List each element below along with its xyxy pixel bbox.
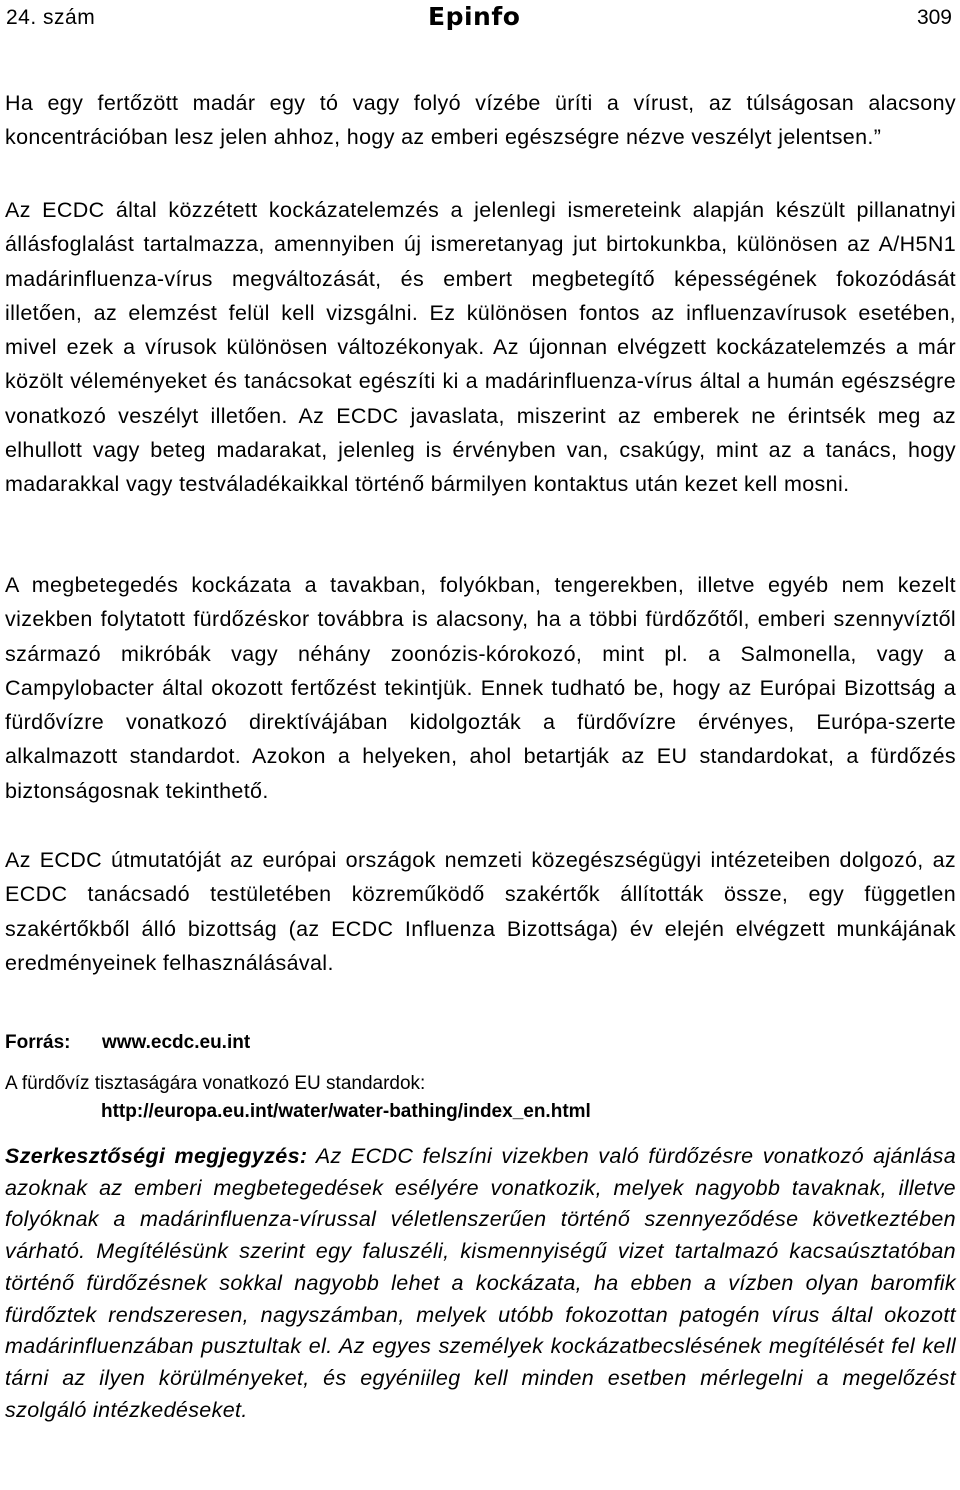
paragraph-ecdc-guidance: Az ECDC útmutatóját az európai országok nemzeti közegészségügyi intézeteiben dolgozó, az ECDC tanácsadó testületében közreműködő szakértők állították össze, egy független szakértőkből álló bizottság (az ECDC Influenza Bizottsága) év elején elvégzett munkájának eredményeinek felhasználásával. (5, 848, 956, 975)
source-label: Forrás: (5, 1032, 71, 1053)
source-link[interactable]: www.ecdc.eu.int (102, 1032, 251, 1053)
standards-label: A fürdővíz tisztaságára vonatkozó EU standardok: (5, 1073, 426, 1094)
editor-note-label: Szerkesztőségi megjegyzés: (5, 1144, 308, 1168)
editor-note (5, 1141, 956, 1426)
standards-link[interactable]: http://europa.eu.int/water/water-bathing/index_en.html (101, 1101, 591, 1122)
issue-number: 24. szám (6, 6, 96, 29)
paragraph-virus-concentration: Ha egy fertőzött madár egy tó vagy folyó vízébe üríti a vírust, az túlságosan alacsony koncentrációban lesz jelen ahhoz, hogy az emberi egészségre nézve veszélyt jelentsen.” (5, 91, 956, 150)
source-line (5, 1032, 250, 1054)
journal-logo: Epinfo (428, 2, 521, 31)
page-number: 309 (916, 6, 952, 29)
editor-note-text: Az ECDC felszíni vizekben való fürdőzésre vonatkozó ajánlása azoknak az emberi megbetegedések esélyére vonatkozik, melyek nagyobb tavaknak, illetve folyóknak a madárinfluenza-vírussal véletlenszerűen történő szennyeződése következtében várható. Megítélésünk szerint egy faluszéli, kismennyiségű vizet tartalmazó kacsaúsztatóban történő fürdőzésnek sokkal nagyobb lehet a kockázata, ha ebben a vízben olyan baromfik fürdőztek rendszeresen, nagyszámban, melyek utóbb fokozottan patogén vírus által okozott madárinfluenzában pusztultak el. Az egyes személyek kockázatbecslésének megítélését fel kell tárni az ilyen körülményeket, és egyéniileg kell minden esetben mérlegelni a megelőzést szolgáló intézkedéseket. (5, 1144, 957, 1422)
paragraph-risk-assessment: Az ECDC által közzétett kockázatelemzés a jelenlegi ismereteink alapján készült pillanatnyi állásfoglalást tartalmazza, amennyiben új ismeretanyag jut birtokunkba, különösen az A/H5N1 madárinfluenza-vírus megváltozását, és embert megbetegítő képességének fokozódását illetően, az elemzést felül kell vizsgálni. Ez különösen fontos az influenzavírusok esetében, mivel ezek a vírusok különösen változékonyak. Az újonnan elvégzett kockázatelemzés a már közölt véleményeket és tanácsokat egészíti ki a madárinfluenza-vírus által a humán egészségre vonatkozó veszélyt illetően. Az ECDC javaslata, miszerint az emberek ne érintsék meg az elhullott vagy beteg madarakat, jelenleg is érvényben van, csakúgy, mint az a tanács, hogy madarakkal vagy testváladékaikkal történő bármilyen kontaktus után kezet kell mosni. (5, 198, 956, 497)
paragraph-bathing-risk: A megbetegedés kockázata a tavakban, folyókban, tengerekben, illetve egyéb nem kezelt vizekben folytatott fürdőzéskor továbbra is alacsony, ha a többi fürdőzőtől, emberi szennyvíztől származó mikróbák vagy néhány zoonózis-kórokozó, mint pl. a Salmonella, vagy a Campylobacter által okozott fertőzést tekintjük. Ennek tudható be, hogy az Európai Bizottság a fürdővízre vonatkozó direktívájában kidolgozták a fürdővízre érvényes, Európa-szerte alkalmazott standardot. Azokon a helyeken, ahol betartják az EU standardokat, a fürdőzés biztonságosnak tekinthető. (5, 573, 956, 803)
page-header (6, 2, 956, 36)
